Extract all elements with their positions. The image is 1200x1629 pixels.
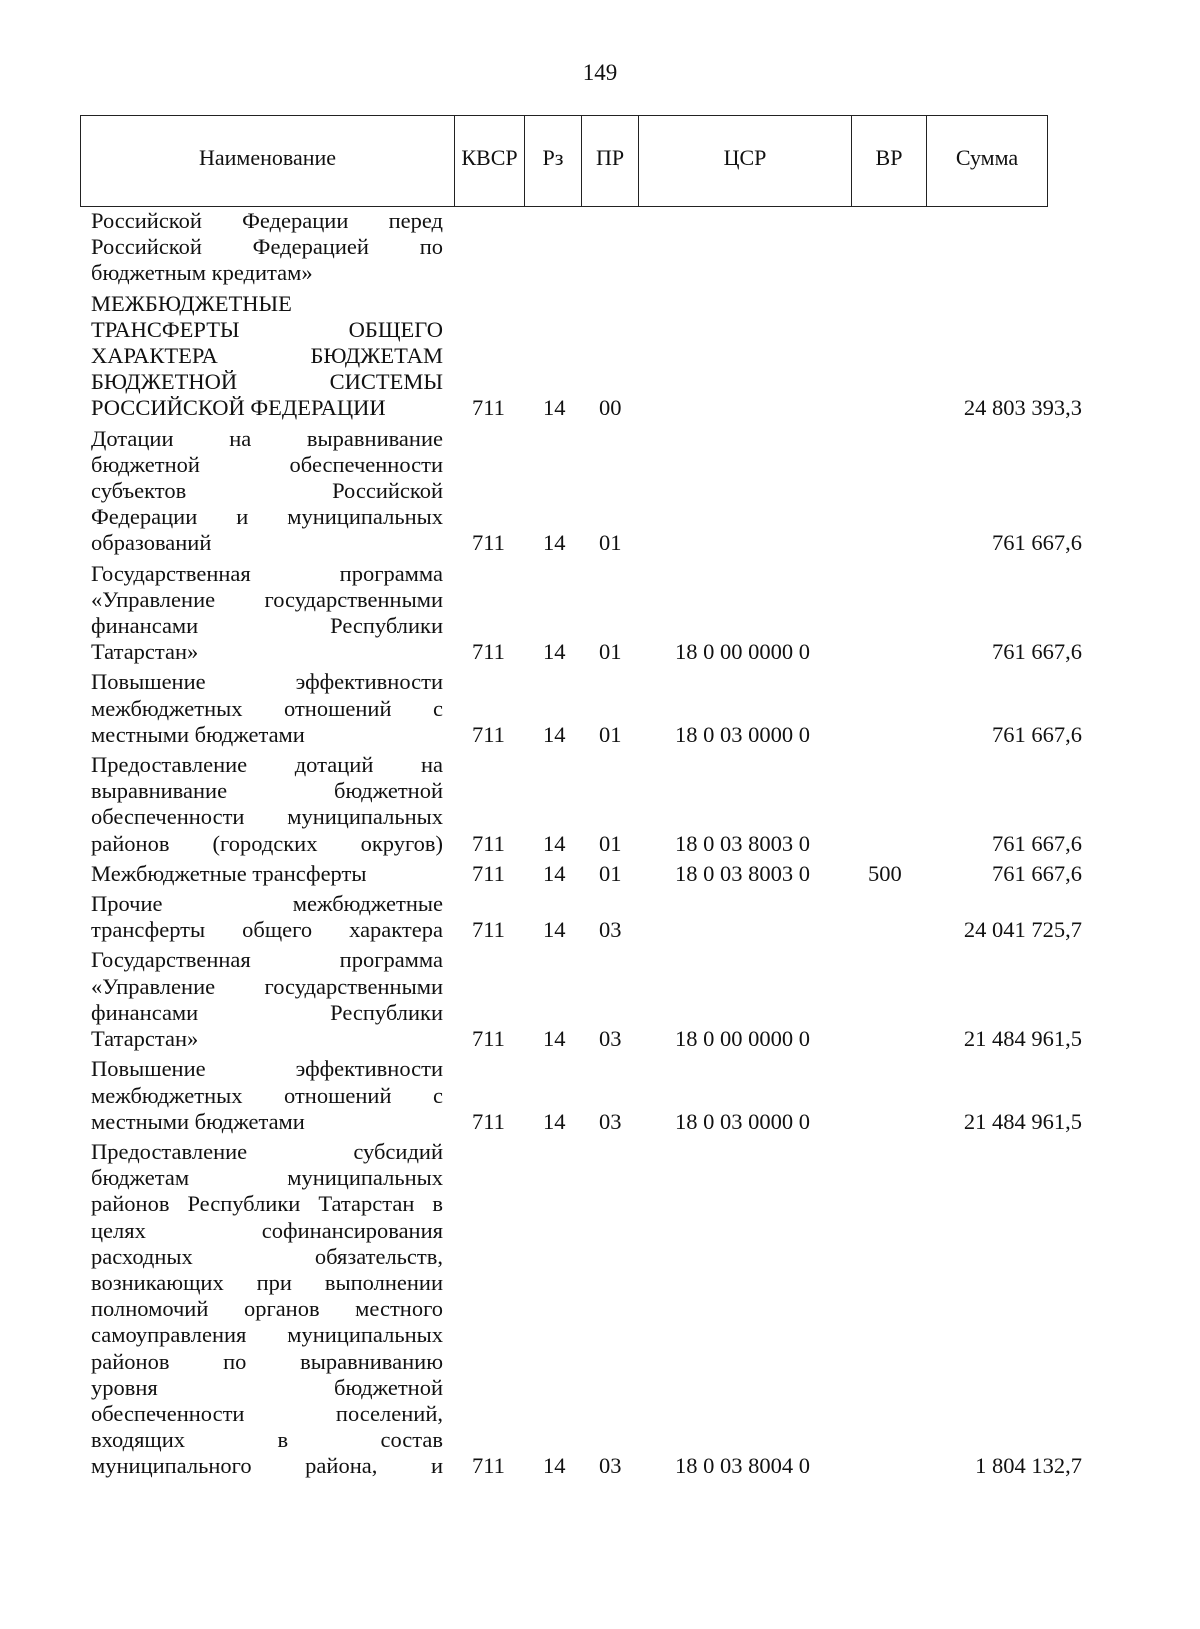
row-csr: 18 0 03 8003 0 — [675, 860, 810, 886]
row-kvsr: 711 — [472, 639, 505, 665]
row-name-line: обеспеченности муниципальных — [91, 804, 443, 830]
row-name-line: Дотации на выравнивание — [91, 425, 443, 451]
row-name — [91, 861, 443, 887]
row-name-line: «Управление государственными — [91, 973, 443, 999]
row-name — [91, 291, 443, 422]
row-name-line: уровня бюджетной — [91, 1374, 443, 1400]
row-name — [91, 947, 443, 1052]
row-name-line: Межбюджетные трансферты — [91, 860, 367, 886]
row-name-line: Предоставление субсидий — [91, 1138, 443, 1164]
row-name-line: Российской Федерации перед — [91, 208, 443, 233]
row-name-line: выравнивание бюджетной — [91, 778, 443, 804]
row-name-line: Российской Федерацией по — [91, 234, 443, 260]
row-sum: 761 667,6 — [992, 860, 1082, 886]
row-csr: 18 0 00 0000 0 — [675, 1026, 810, 1052]
row-name-line: финансами Республики — [91, 613, 443, 639]
table-body — [91, 208, 1111, 1484]
row-pr: 03 — [599, 1108, 622, 1134]
row-vr: 500 — [868, 860, 902, 886]
row-name-line: входящих в состав — [91, 1427, 443, 1453]
header-rz: Рз — [525, 116, 582, 206]
row-sum: 1 804 132,7 — [975, 1453, 1082, 1479]
row-kvsr: 711 — [472, 860, 505, 886]
row-name-line: целях софинансирования — [91, 1217, 443, 1243]
row-pr: 01 — [599, 530, 622, 556]
row-name — [91, 561, 443, 666]
row-sum: 24 803 393,3 — [963, 395, 1082, 421]
row-name-line: местными бюджетами — [91, 721, 305, 747]
row-name-line: трансферты общего характера — [91, 917, 443, 943]
row-name-line: БЮДЖЕТНОЙ СИСТЕМЫ — [91, 369, 443, 395]
page-number: 149 — [582, 60, 618, 85]
row-name-line: бюджетной обеспеченности — [91, 451, 443, 477]
row-name-line: бюджетам муниципальных — [91, 1165, 443, 1191]
row-kvsr: 711 — [472, 721, 505, 747]
row-name — [91, 208, 443, 287]
row-name — [91, 1056, 443, 1135]
row-sum: 761 667,6 — [992, 530, 1082, 556]
row-rz: 14 — [543, 830, 566, 856]
row-sum: 761 667,6 — [992, 639, 1082, 665]
row-name-line: субъектов Российской — [91, 478, 443, 504]
row-name — [91, 1139, 443, 1480]
row-name-line: ТРАНСФЕРТЫ ОБЩЕГО — [91, 316, 443, 342]
row-name-line: Татарстан» — [91, 639, 199, 665]
row-kvsr: 711 — [472, 917, 505, 943]
row-csr: 18 0 00 0000 0 — [675, 639, 810, 665]
row-name — [91, 669, 443, 748]
table-row — [91, 1139, 1111, 1480]
row-name-line: районов Республики Татарстан в — [91, 1191, 443, 1217]
row-name-line: возникающих при выполнении — [91, 1269, 443, 1295]
row-rz: 14 — [543, 860, 566, 886]
table-row — [91, 208, 1111, 287]
row-sum: 21 484 961,5 — [963, 1108, 1082, 1134]
table-row — [91, 947, 1111, 1052]
row-rz: 14 — [543, 530, 566, 556]
row-rz: 14 — [543, 1453, 566, 1479]
table-row — [91, 426, 1111, 557]
row-name — [91, 752, 443, 857]
row-name-line: РОССИЙСКОЙ ФЕДЕРАЦИИ — [91, 395, 386, 421]
header-sum: Сумма — [955, 145, 1019, 170]
row-name-line: полномочий органов местного — [91, 1296, 443, 1322]
header-kvsr: КВСР — [455, 116, 525, 206]
row-name-line: Повышение эффективности — [91, 669, 443, 695]
row-name-line: Государственная программа — [91, 947, 443, 973]
row-rz: 14 — [543, 721, 566, 747]
row-rz: 14 — [543, 1108, 566, 1134]
row-kvsr: 711 — [472, 395, 505, 421]
row-rz: 14 — [543, 639, 566, 665]
row-name-line: «Управление государственными — [91, 586, 443, 612]
table-row — [91, 561, 1111, 666]
row-kvsr: 711 — [472, 1453, 505, 1479]
row-name-line: местными бюджетами — [91, 1108, 305, 1134]
row-name-line: муниципального района, и — [91, 1453, 443, 1479]
row-name-line: Татарстан» — [91, 1026, 199, 1052]
row-name-line: районов (городских округов) — [91, 830, 443, 856]
row-name — [91, 891, 443, 943]
row-csr: 18 0 03 0000 0 — [675, 721, 810, 747]
row-name — [91, 426, 443, 557]
row-pr: 03 — [599, 917, 622, 943]
row-sum: 24 041 725,7 — [963, 917, 1082, 943]
table-row — [91, 861, 1111, 887]
row-name-line: ХАРАКТЕРА БЮДЖЕТАМ — [91, 343, 443, 369]
header-pr: ПР — [582, 116, 639, 206]
row-csr: 18 0 03 0000 0 — [675, 1108, 810, 1134]
row-name-line: расходных обязательств, — [91, 1243, 443, 1269]
row-name-line: межбюджетных отношений с — [91, 1082, 443, 1108]
table-row — [91, 669, 1111, 748]
row-name-line: межбюджетных отношений с — [91, 695, 443, 721]
table-header — [80, 115, 1048, 207]
table-row — [91, 291, 1111, 422]
row-pr: 03 — [599, 1026, 622, 1052]
row-csr: 18 0 03 8003 0 — [675, 830, 810, 856]
row-rz: 14 — [543, 917, 566, 943]
row-pr: 01 — [599, 721, 622, 747]
table-row — [91, 1056, 1111, 1135]
row-pr: 00 — [599, 395, 622, 421]
row-name-line: Государственная программа — [91, 560, 443, 586]
row-pr: 01 — [599, 830, 622, 856]
row-csr: 18 0 03 8004 0 — [675, 1453, 810, 1479]
row-sum: 761 667,6 — [992, 721, 1082, 747]
table-row — [91, 891, 1111, 943]
row-name-line: Повышение эффективности — [91, 1056, 443, 1082]
row-name-line: Прочие межбюджетные — [91, 891, 443, 917]
header-csr: ЦСР — [639, 116, 852, 206]
row-name-line: образований — [91, 530, 212, 556]
row-kvsr: 711 — [472, 1108, 505, 1134]
row-pr: 01 — [599, 860, 622, 886]
row-rz: 14 — [543, 395, 566, 421]
row-name-line: Предоставление дотаций на — [91, 752, 443, 778]
table-row — [91, 752, 1111, 857]
row-name-line: районов по выравниванию — [91, 1348, 443, 1374]
row-pr: 01 — [599, 639, 622, 665]
row-kvsr: 711 — [472, 830, 505, 856]
row-name-line: МЕЖБЮДЖЕТНЫЕ — [91, 290, 292, 316]
row-rz: 14 — [543, 1026, 566, 1052]
header-vr: ВР — [852, 116, 927, 206]
row-name-line: обеспеченности поселений, — [91, 1400, 443, 1426]
row-name-line: самоуправления муниципальных — [91, 1322, 443, 1348]
row-kvsr: 711 — [472, 530, 505, 556]
row-sum: 761 667,6 — [992, 830, 1082, 856]
row-pr: 03 — [599, 1453, 622, 1479]
row-name-line: бюджетным кредитам» — [91, 260, 313, 286]
row-kvsr: 711 — [472, 1026, 505, 1052]
row-name-line: финансами Республики — [91, 999, 443, 1025]
row-name-line: Федерации и муниципальных — [91, 504, 443, 530]
row-sum: 21 484 961,5 — [963, 1026, 1082, 1052]
header-name: Наименование — [81, 116, 455, 206]
